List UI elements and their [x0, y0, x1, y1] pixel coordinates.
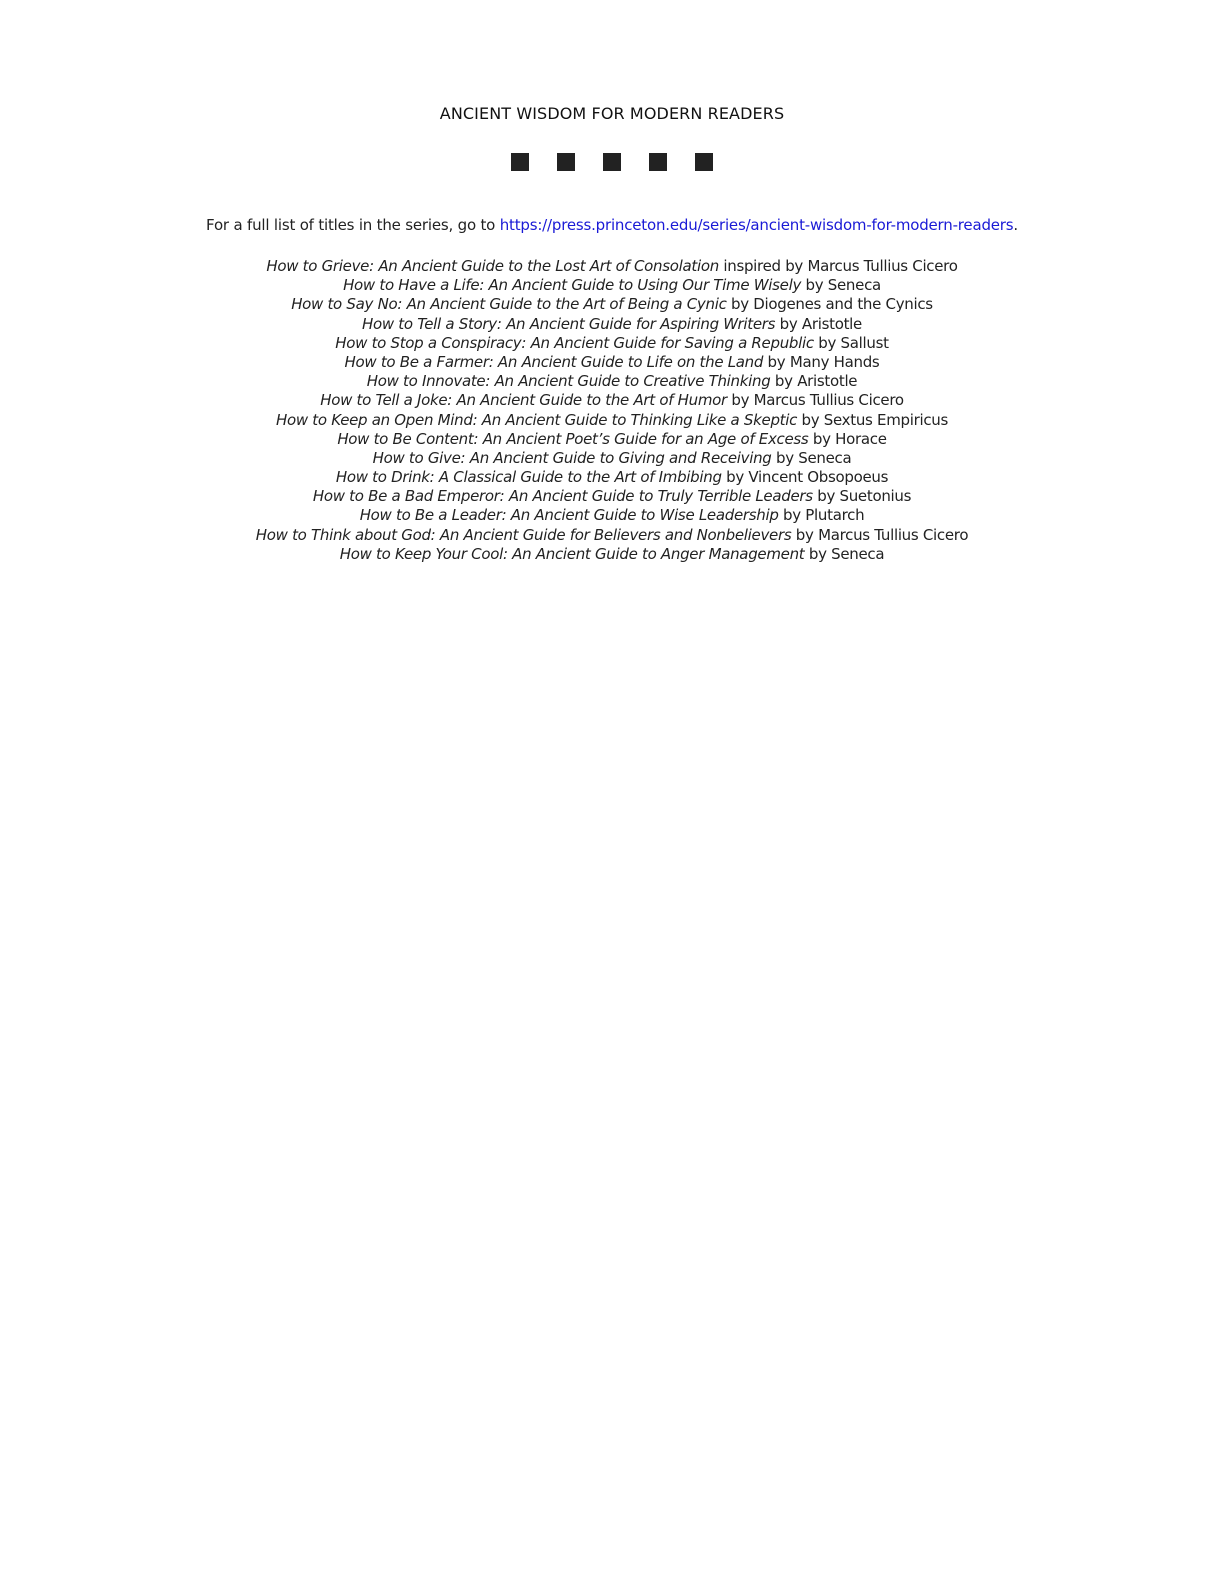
- book-title: How to Tell a Story: An Ancient Guide for Aspiring Writers: [362, 314, 776, 333]
- book-title: How to Be a Leader: An Ancient Guide to Wise Leadership: [359, 506, 779, 525]
- book-title: How to Innovate: An Ancient Guide to Creative Thinking: [366, 372, 771, 391]
- book-title: How to Think about God: An Ancient Guide for Believers and Nonbelievers: [255, 525, 792, 544]
- book-byline: by Seneca: [804, 544, 885, 563]
- book-title: How to Give: An Ancient Guide to Giving and Receiving: [372, 448, 772, 467]
- book-entry: [0, 487, 1224, 506]
- book-entry: [0, 545, 1224, 564]
- book-entry: [0, 526, 1224, 545]
- book-byline: by Plutarch: [778, 506, 865, 525]
- book-entry: [0, 411, 1224, 430]
- ornament-row: [0, 153, 1224, 171]
- book-entry: [0, 430, 1224, 449]
- book-entry: [0, 315, 1224, 334]
- series-link[interactable]: https://press.princeton.edu/series/ancient-wisdom-for-modern-readers: [499, 216, 1014, 234]
- intro-text: For a full list of titles in the series, go to: [206, 216, 500, 234]
- book-byline: by Suetonius: [812, 487, 912, 506]
- book-entry: [0, 257, 1224, 276]
- book-entry: [0, 295, 1224, 314]
- black-square-icon: [511, 153, 529, 171]
- book-entry: [0, 353, 1224, 372]
- book-title: How to Drink: A Classical Guide to the Art of Imbibing: [335, 468, 722, 487]
- black-square-icon: [695, 153, 713, 171]
- book-byline: by Sextus Empiricus: [797, 410, 949, 429]
- black-square-icon: [557, 153, 575, 171]
- book-entry: [0, 468, 1224, 487]
- book-entry: [0, 506, 1224, 525]
- book-byline: by Vincent Obsopoeus: [721, 468, 889, 487]
- intro-text-end: .: [1013, 216, 1018, 234]
- book-title-list: [0, 257, 1224, 564]
- book-byline: by Sallust: [813, 333, 889, 352]
- book-byline: inspired by Marcus Tullius Cicero: [718, 257, 958, 275]
- book-title: How to Keep an Open Mind: An Ancient Guide to Thinking Like a Skeptic: [275, 410, 798, 429]
- black-square-icon: [603, 153, 621, 171]
- book-title: How to Have a Life: An Ancient Guide to Using Our Time Wisely: [343, 276, 802, 295]
- black-square-icon: [649, 153, 667, 171]
- book-entry: [0, 449, 1224, 468]
- book-byline: by Seneca: [771, 448, 852, 467]
- book-title: How to Be a Bad Emperor: An Ancient Guide to Truly Terrible Leaders: [312, 487, 813, 506]
- book-byline: by Marcus Tullius Cicero: [791, 525, 969, 544]
- series-heading: ANCIENT WISDOM FOR MODERN READERS: [439, 104, 785, 123]
- book-byline: by Aristotle: [775, 314, 862, 333]
- book-title: How to Stop a Conspiracy: An Ancient Guide for Saving a Republic: [335, 333, 814, 352]
- book-entry: [0, 334, 1224, 353]
- book-byline: by Diogenes and the Cynics: [726, 295, 933, 314]
- book-title: How to Be a Farmer: An Ancient Guide to Life on the Land: [344, 352, 764, 371]
- book-byline: by Many Hands: [763, 352, 880, 371]
- book-byline: by Marcus Tullius Cicero: [726, 391, 904, 410]
- book-title: How to Be Content: An Ancient Poet’s Guide for an Age of Excess: [337, 429, 809, 448]
- book-entry: [0, 372, 1224, 391]
- book-title: How to Say No: An Ancient Guide to the Art of Being a Cynic: [291, 295, 727, 314]
- book-entry: [0, 276, 1224, 295]
- book-title: How to Grieve: An Ancient Guide to the Lost Art of Consolation: [266, 257, 719, 275]
- book-entry: [0, 391, 1224, 410]
- book-title: How to Tell a Joke: An Ancient Guide to the Art of Humor: [320, 391, 727, 410]
- book-byline: by Seneca: [801, 276, 881, 295]
- series-intro: [0, 216, 1224, 234]
- book-title: How to Keep Your Cool: An Ancient Guide to Anger Management: [339, 544, 805, 563]
- book-byline: by Aristotle: [770, 372, 858, 391]
- book-byline: by Horace: [808, 429, 887, 448]
